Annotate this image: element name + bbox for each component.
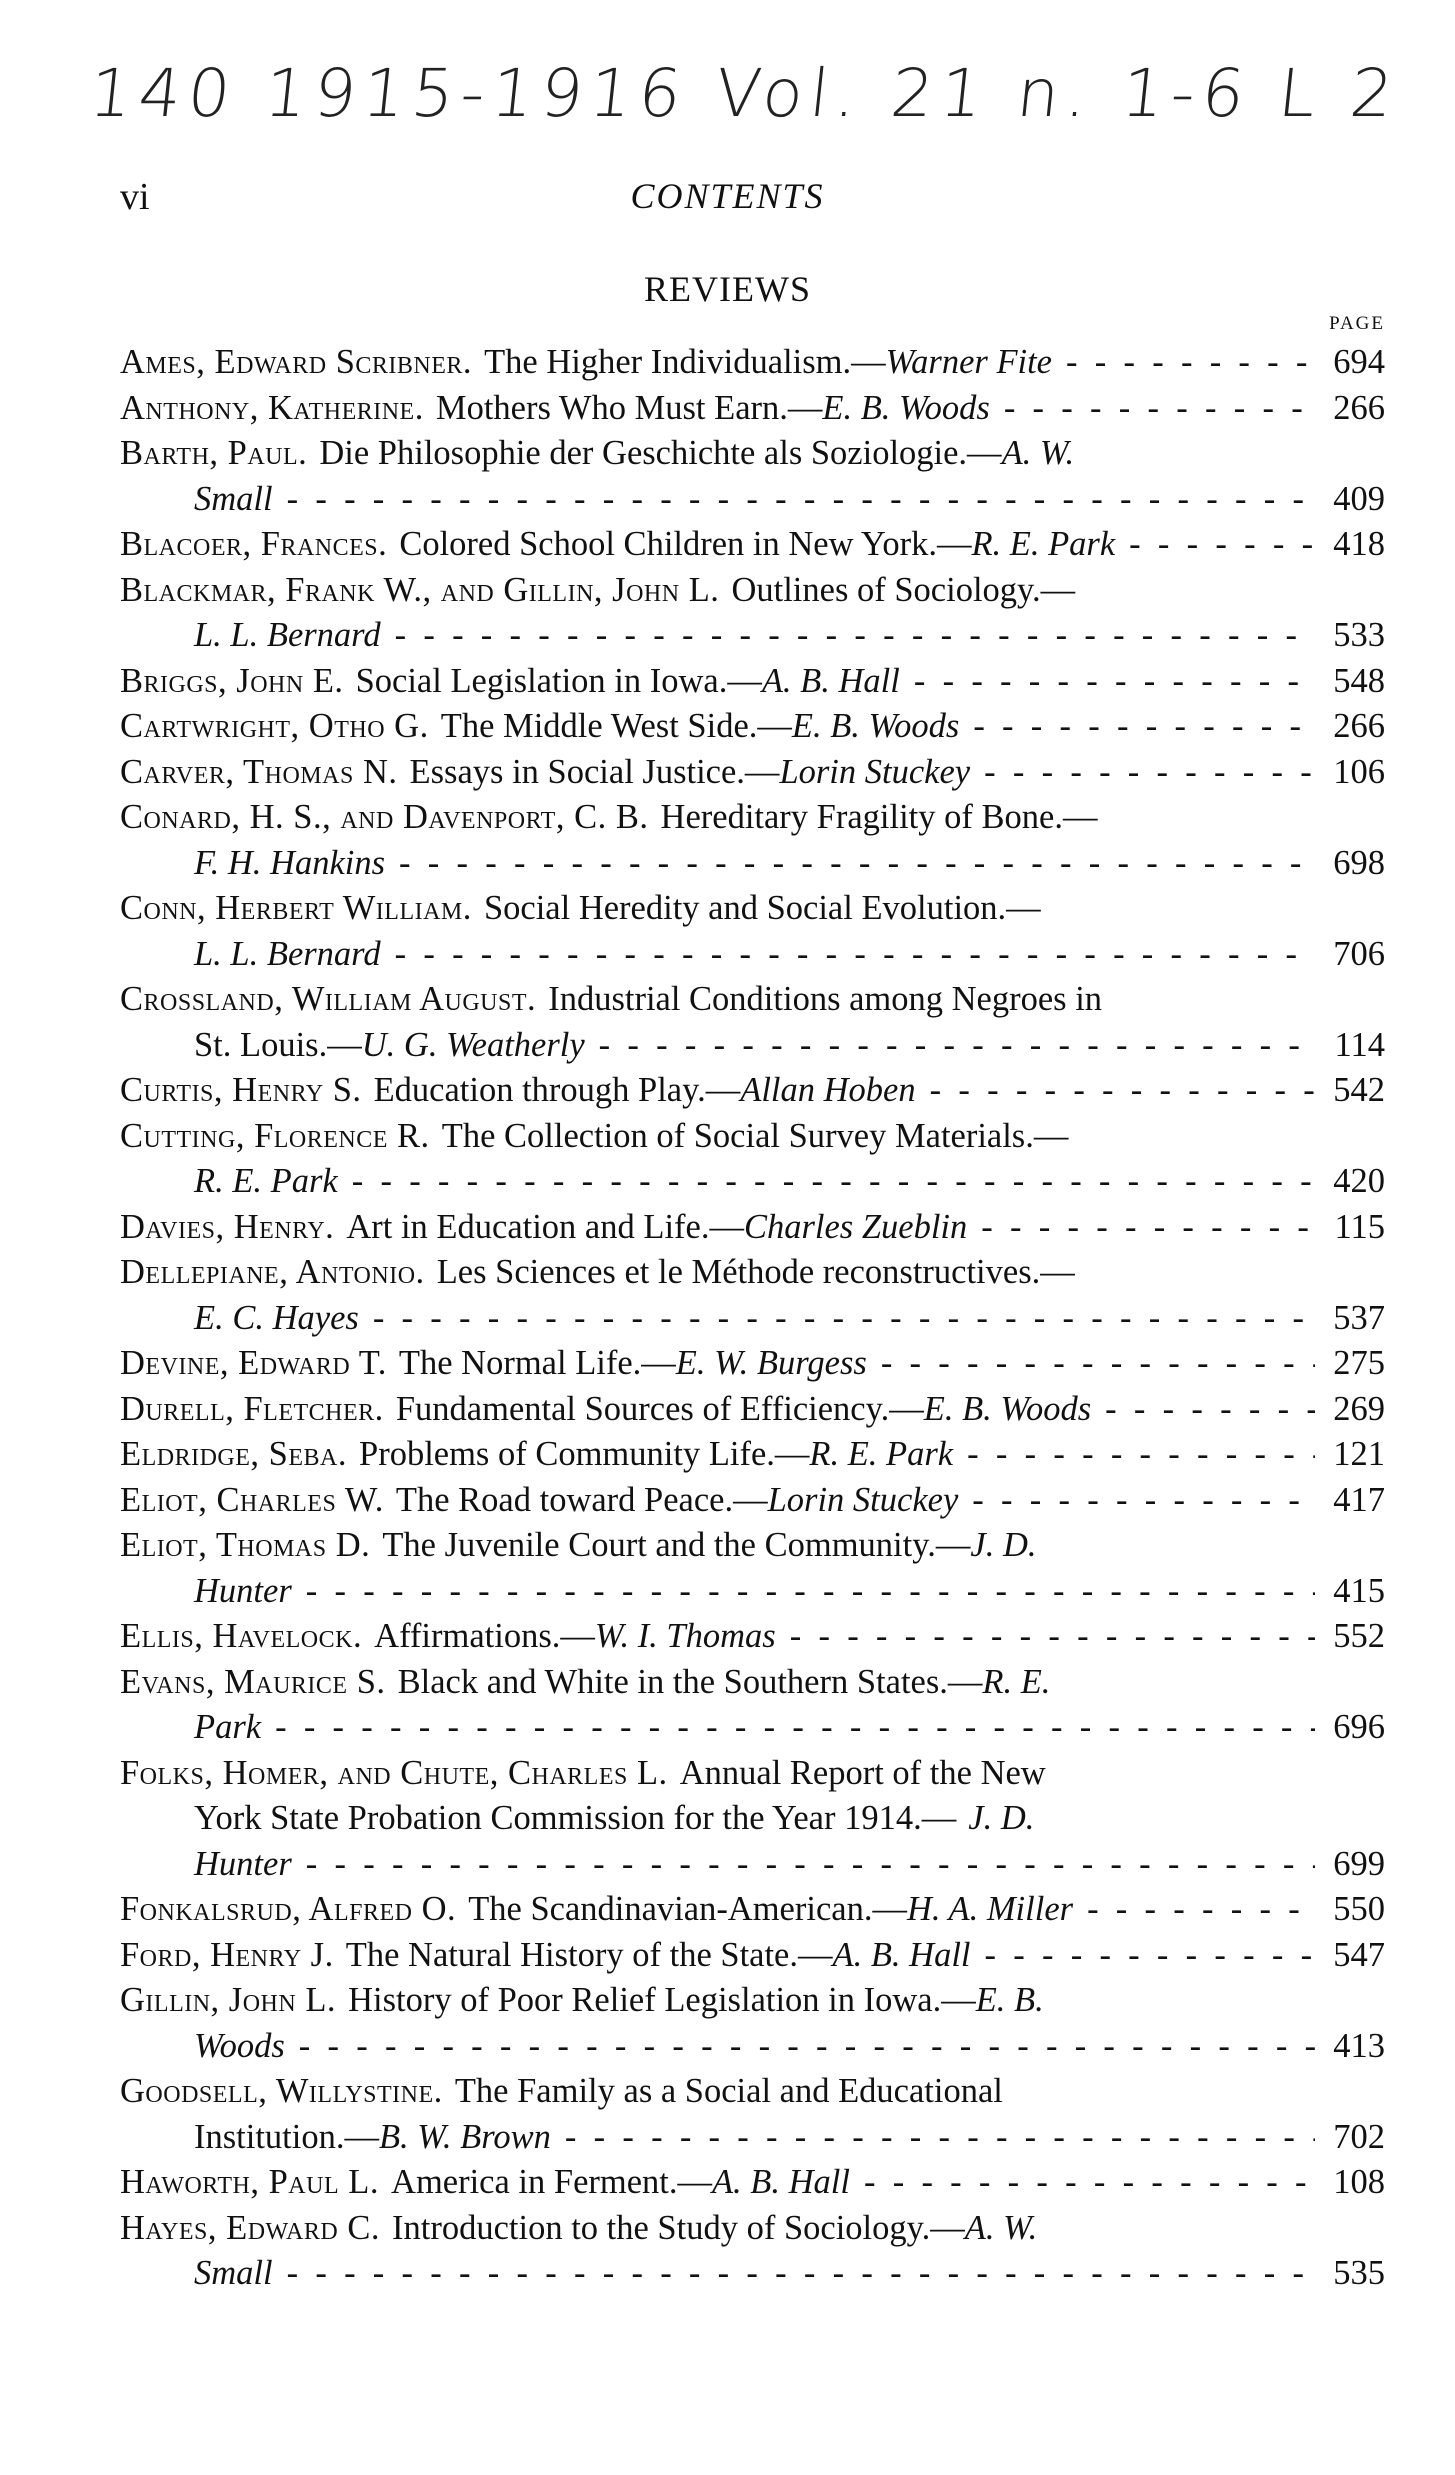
entry-author: Ames, Edward Scribner. xyxy=(120,343,473,381)
entry-author: Blackmar, Frank W., and Gillin, John L. xyxy=(120,570,720,609)
dot-leader xyxy=(273,477,1315,523)
entry-title: The Natural History of the State.— xyxy=(345,1935,833,1974)
entry-title: Mothers Who Must Earn.— xyxy=(435,388,823,427)
entry-reviewer: Charles Zueblin xyxy=(743,1207,968,1246)
entry-author: Conn, Herbert William. xyxy=(120,889,472,927)
dot-leader xyxy=(958,1478,1315,1524)
entry-author: Barth, Paul. xyxy=(120,434,308,472)
entry-reviewer: J. D. xyxy=(970,1526,1037,1564)
entry-reviewer: U. G. Weatherly xyxy=(361,1025,585,1064)
review-entry xyxy=(120,2206,1385,2297)
entry-reviewer: E. C. Hayes xyxy=(194,1298,359,1337)
entry-reviewer: L. L. Bernard xyxy=(194,616,381,654)
entry-page: 106 xyxy=(1333,752,1385,791)
review-entry xyxy=(120,1114,1385,1205)
review-entry xyxy=(120,750,1385,796)
review-entry xyxy=(120,1523,1385,1614)
dot-leader xyxy=(359,1296,1315,1342)
entry-reviewer: Warner Fite xyxy=(885,343,1052,381)
entry-author: Haworth, Paul L. xyxy=(120,2163,379,2201)
entry-page: 699 xyxy=(1333,1844,1385,1883)
section-title: REVIEWS xyxy=(644,269,811,309)
entry-reviewer: L. L. Bernard xyxy=(194,934,381,973)
entry-author: Eliot, Thomas D. xyxy=(120,1526,371,1564)
entry-page: 552 xyxy=(1333,1617,1385,1655)
entry-page: 418 xyxy=(1333,525,1385,563)
dot-leader xyxy=(551,2115,1315,2161)
dot-leader xyxy=(1052,340,1315,386)
entry-author: Evans, Maurice S. xyxy=(120,1662,386,1701)
entry-title: Art in Education and Life.— xyxy=(346,1207,744,1246)
entry-reviewer: J. D. xyxy=(968,1799,1035,1837)
entry-author: Crossland, William August. xyxy=(120,980,537,1018)
entry-title: Essays in Social Justice.— xyxy=(409,752,780,791)
review-entry xyxy=(120,2160,1385,2206)
entry-title: The Juvenile Court and the Community.— xyxy=(382,1526,971,1564)
page-folio: vi xyxy=(120,176,150,218)
review-entry xyxy=(120,1205,1385,1251)
dot-leader xyxy=(273,2251,1315,2297)
dot-leader xyxy=(970,750,1315,796)
entry-title: The Scandinavian-American.— xyxy=(468,1890,907,1928)
review-entry xyxy=(120,1341,1385,1387)
entry-reviewer: A. B. Hall xyxy=(832,1935,971,1974)
review-entry xyxy=(120,659,1385,705)
entry-reviewer: A. B. Hall xyxy=(761,661,900,700)
entry-page: 266 xyxy=(1333,707,1385,745)
entry-author: Gillin, John L. xyxy=(120,1981,337,2019)
entry-reviewer: Small xyxy=(194,2254,273,2292)
dot-leader xyxy=(285,2024,1315,2070)
dot-leader xyxy=(338,1159,1315,1205)
review-entry xyxy=(120,522,1385,568)
entry-title: Black and White in the Southern States.— xyxy=(397,1662,983,1701)
dot-leader xyxy=(1091,1387,1315,1433)
entry-reviewer: Hunter xyxy=(194,1844,292,1883)
entry-page: 413 xyxy=(1333,2026,1385,2065)
entry-title: Education through Play.— xyxy=(373,1071,741,1109)
review-entry xyxy=(120,1432,1385,1478)
review-entry xyxy=(120,431,1385,522)
entry-title: Les Sciences et le Méthode reconstructives.— xyxy=(436,1253,1075,1291)
entry-reviewer: R. E. Park xyxy=(971,525,1116,563)
review-entry xyxy=(120,1751,1385,1888)
review-entry xyxy=(120,386,1385,432)
entry-reviewer: A. W. xyxy=(1001,434,1075,472)
review-entry xyxy=(120,2069,1385,2160)
entry-title: Introduction to the Study of Sociology.— xyxy=(392,2208,965,2247)
entry-author: Carver, Thomas N. xyxy=(120,752,398,791)
entry-reviewer: Small xyxy=(194,479,273,518)
entry-reviewer: Lorin Stuckey xyxy=(767,1480,959,1519)
entry-reviewer: H. A. Miller xyxy=(906,1890,1074,1928)
review-entry xyxy=(120,795,1385,886)
entry-reviewer: Lorin Stuckey xyxy=(779,752,971,791)
entry-reviewer: R. E. xyxy=(982,1662,1051,1701)
entry-author: Dellepiane, Antonio. xyxy=(120,1253,425,1291)
entry-page: 114 xyxy=(1334,1025,1385,1064)
dot-leader xyxy=(1073,1887,1315,1933)
entry-page: 266 xyxy=(1333,388,1385,427)
entry-page: 409 xyxy=(1333,479,1385,518)
dot-leader xyxy=(916,1068,1315,1114)
review-entry xyxy=(120,1250,1385,1341)
entry-author: Folks, Homer, and Chute, Charles L. xyxy=(120,1753,668,1792)
entry-author: Goodsell, Willystine. xyxy=(120,2072,443,2110)
handwritten-shelf-note: 140 1915-1916 Vol. 21 n. 1-6 L 2 xyxy=(85,55,1404,132)
entry-reviewer: Allan Hoben xyxy=(740,1071,916,1109)
entry-page: 417 xyxy=(1333,1480,1385,1519)
entry-page: 121 xyxy=(1333,1435,1385,1473)
entry-page: 420 xyxy=(1333,1162,1385,1200)
entry-page: 706 xyxy=(1333,934,1385,973)
entry-title: The Middle West Side.— xyxy=(440,707,792,745)
entry-title: Annual Report of the New xyxy=(679,1753,1046,1792)
entry-page: 275 xyxy=(1333,1344,1385,1382)
entry-reviewer: E. B. Woods xyxy=(923,1389,1092,1428)
entry-reviewer: E. W. Burgess xyxy=(675,1344,867,1382)
entry-reviewer: W. I. Thomas xyxy=(594,1617,776,1655)
dot-leader xyxy=(261,1705,1315,1751)
entry-reviewer: R. E. Park xyxy=(194,1162,338,1200)
entry-title: Industrial Conditions among Negroes in xyxy=(548,980,1103,1018)
entry-reviewer: E. B. Woods xyxy=(822,388,990,427)
entry-author: Briggs, John E. xyxy=(120,661,344,700)
review-entry xyxy=(120,1478,1385,1524)
entry-page: 702 xyxy=(1333,2117,1385,2156)
dot-leader xyxy=(967,1205,1315,1251)
review-entry xyxy=(120,977,1385,1068)
entry-author: Durell, Fletcher. xyxy=(120,1389,384,1428)
entry-title: Hereditary Fragility of Bone.— xyxy=(660,798,1098,836)
dot-leader xyxy=(381,932,1315,978)
entry-title: The Higher Individualism.— xyxy=(484,343,886,381)
entry-author: Devine, Edward T. xyxy=(120,1344,387,1382)
entry-author: Davies, Henry. xyxy=(120,1207,335,1246)
entry-page: 547 xyxy=(1333,1935,1385,1974)
dot-leader xyxy=(953,1432,1315,1478)
entry-title: America in Ferment.— xyxy=(391,2163,712,2201)
review-entry xyxy=(120,704,1385,750)
review-entry xyxy=(120,1978,1385,2069)
entry-reviewer: A. W. xyxy=(964,2208,1038,2247)
entry-title: The Normal Life.— xyxy=(398,1344,676,1382)
entry-title: Problems of Community Life.— xyxy=(359,1435,810,1473)
dot-leader xyxy=(867,1341,1315,1387)
entry-title: Social Heredity and Social Evolution.— xyxy=(483,889,1041,927)
entry-page: 694 xyxy=(1333,343,1385,381)
entry-title: Fundamental Sources of Efficiency.— xyxy=(395,1389,924,1428)
page-column-label: PAGE xyxy=(1329,313,1385,334)
entry-page: 698 xyxy=(1333,843,1385,882)
entry-page: 115 xyxy=(1334,1207,1385,1246)
review-entry xyxy=(120,340,1385,386)
entry-author: Ford, Henry J. xyxy=(120,1935,334,1974)
entry-reviewer: A. B. Hall xyxy=(711,2163,850,2201)
entry-reviewer: Woods xyxy=(194,2026,285,2065)
entry-page: 269 xyxy=(1333,1389,1385,1428)
entry-page: 415 xyxy=(1333,1571,1385,1610)
entry-reviewer: E. B. Woods xyxy=(791,707,960,745)
review-entry xyxy=(120,1887,1385,1933)
entry-title-continued: Institution.— xyxy=(194,2117,379,2156)
dot-leader xyxy=(385,841,1315,887)
review-entry xyxy=(120,568,1385,659)
dot-leader xyxy=(900,659,1315,705)
review-entry xyxy=(120,1933,1385,1979)
entry-author: Curtis, Henry S. xyxy=(120,1071,362,1109)
entry-page: 542 xyxy=(1333,1071,1385,1109)
entry-title: Die Philosophie der Geschichte als Soziologie.— xyxy=(319,434,1002,472)
entry-author: Eliot, Charles W. xyxy=(120,1480,384,1519)
entry-page: 696 xyxy=(1333,1708,1385,1746)
entry-reviewer: F. H. Hankins xyxy=(194,843,386,882)
entry-page: 550 xyxy=(1333,1890,1385,1928)
review-entry xyxy=(120,1614,1385,1660)
dot-leader xyxy=(970,1933,1315,1979)
dot-leader xyxy=(1115,522,1315,568)
running-head: CONTENTS xyxy=(630,176,825,216)
entry-author: Hayes, Edward C. xyxy=(120,2208,380,2247)
entry-author: Eldridge, Seba. xyxy=(120,1435,347,1473)
review-entry xyxy=(120,1068,1385,1114)
entry-author: Fonkalsrud, Alfred O. xyxy=(120,1890,457,1928)
entry-reviewer: Hunter xyxy=(194,1571,292,1610)
entry-page: 537 xyxy=(1333,1298,1385,1337)
entry-title: Outlines of Sociology.— xyxy=(731,570,1076,609)
entry-author: Cartwright, Otho G. xyxy=(120,707,429,745)
dot-leader xyxy=(381,613,1315,659)
entry-author: Anthony, Katherine. xyxy=(120,388,424,427)
dot-leader xyxy=(585,1023,1315,1069)
review-entry xyxy=(120,1660,1385,1751)
dot-leader xyxy=(990,386,1315,432)
entry-title: Colored School Children in New York.— xyxy=(399,525,972,563)
entry-author: Blacoer, Frances. xyxy=(120,525,388,563)
entry-title: The Collection of Social Survey Materials.— xyxy=(441,1116,1069,1155)
entry-reviewer: B. W. Brown xyxy=(378,2117,551,2156)
review-entry xyxy=(120,1387,1385,1433)
review-entry xyxy=(120,886,1385,977)
entry-page: 108 xyxy=(1333,2163,1385,2201)
entry-title: Social Legislation in Iowa.— xyxy=(355,661,762,700)
dot-leader xyxy=(292,1569,1315,1615)
entry-title: The Family as a Social and Educational xyxy=(454,2072,1003,2110)
dot-leader xyxy=(850,2160,1315,2206)
entry-page: 535 xyxy=(1333,2254,1385,2292)
dot-leader xyxy=(292,1842,1315,1888)
entry-title: The Road toward Peace.— xyxy=(395,1480,768,1519)
entry-title-continued: St. Louis.— xyxy=(194,1025,362,1064)
entry-author: Ellis, Havelock. xyxy=(120,1617,363,1655)
dot-leader xyxy=(959,704,1315,750)
entry-page: 548 xyxy=(1333,661,1385,700)
dot-leader xyxy=(776,1614,1315,1660)
entry-reviewer: E. B. xyxy=(975,1981,1044,2019)
entry-reviewer: Park xyxy=(194,1708,262,1746)
entry-page: 533 xyxy=(1333,616,1385,654)
entry-author: Conard, H. S., and Davenport, C. B. xyxy=(120,798,649,836)
entry-title: Affirmations.— xyxy=(374,1617,595,1655)
entry-author: Cutting, Florence R. xyxy=(120,1116,430,1155)
reviews-list xyxy=(120,340,1385,2297)
entry-reviewer: R. E. Park xyxy=(809,1435,954,1473)
entry-title-continued: York State Probation Commission for the Year 1914.— xyxy=(194,1799,957,1837)
entry-title: History of Poor Relief Legislation in Iowa.— xyxy=(348,1981,976,2019)
